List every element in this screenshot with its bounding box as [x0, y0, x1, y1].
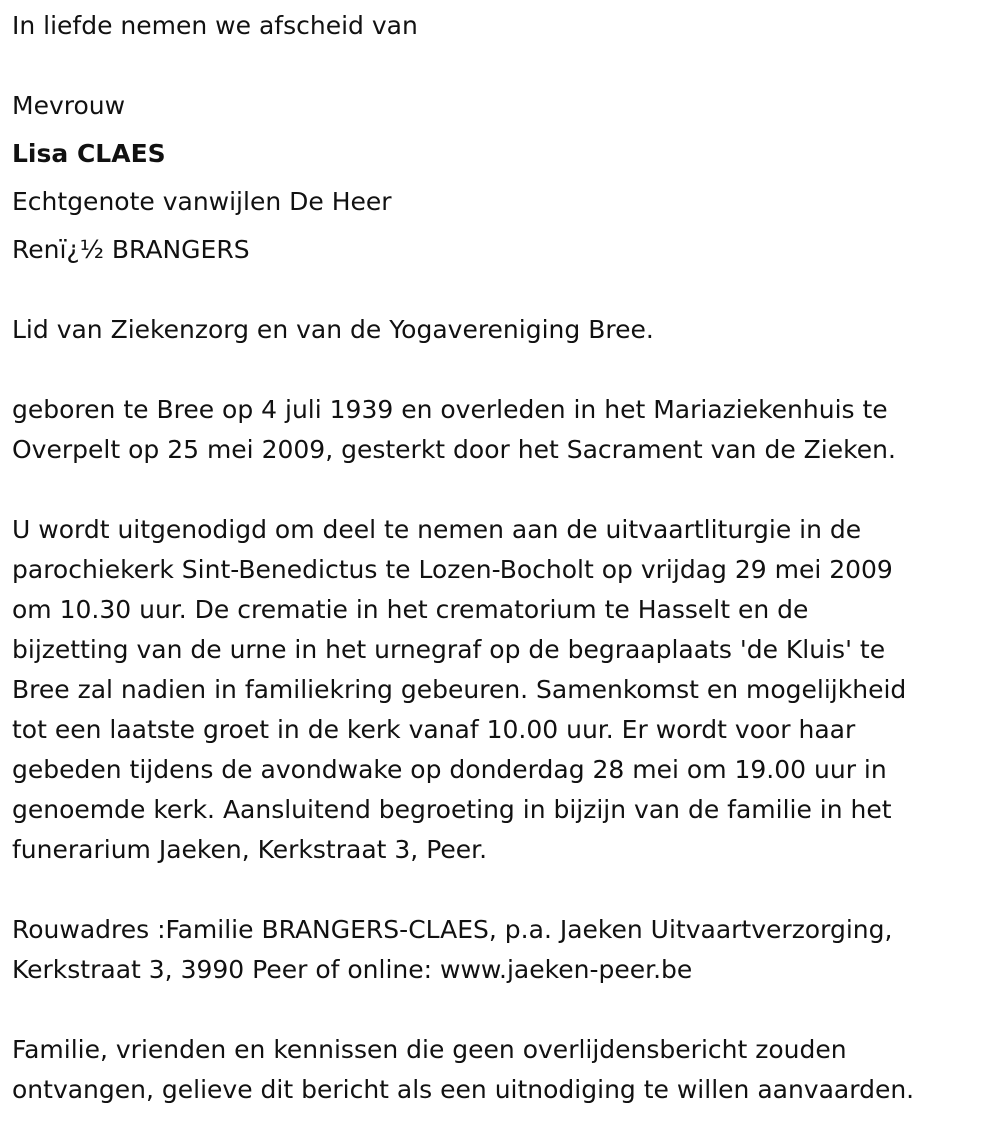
paragraph-line: tot een laatste groet in de kerk vanaf 10.00 uur. Er wordt voor haar	[12, 715, 856, 744]
deceased-name: Lisa CLAES	[12, 139, 166, 168]
paragraph-line: gebeden tijdens de avondwake op donderdag 28 mei om 19.00 uur in	[12, 755, 887, 784]
spouse-line-1: Echtgenote vanwijlen De Heer	[12, 187, 392, 216]
death-notice	[12, 6, 988, 1110]
paragraph-line: Bree zal nadien in familiekring gebeuren. Samenkomst en mogelijkheid	[12, 675, 907, 704]
birth-death-paragraph	[12, 390, 988, 470]
honorific: Mevrouw	[12, 91, 126, 120]
paragraph-line: ontvangen, gelieve dit bericht als een uitnodiging te willen aanvaarden.	[12, 1075, 915, 1104]
paragraph-line: parochiekerk Sint-Benedictus te Lozen-Bocholt op vrijdag 29 mei 2009	[12, 555, 893, 584]
intro-line: In liefde nemen we afscheid van	[12, 11, 418, 40]
paragraph-line: U wordt uitgenodigd om deel te nemen aan de uitvaartliturgie in de	[12, 515, 862, 544]
closing-paragraph	[12, 1030, 988, 1110]
paragraph-line: bijzetting van de urne in het urnegraf op de begraaplaats 'de Kluis' te	[12, 635, 886, 664]
paragraph-line: Kerkstraat 3, 3990 Peer of online: www.jaeken-peer.be	[12, 955, 693, 984]
paragraph-line: Familie, vrienden en kennissen die geen overlijdensbericht zouden	[12, 1035, 847, 1064]
paragraph-line: om 10.30 uur. De crematie in het crematorium te Hasselt en de	[12, 595, 809, 624]
paragraph-line: geboren te Bree op 4 juli 1939 en overleden in het Mariaziekenhuis te	[12, 395, 888, 424]
spouse-line-2: Renï¿½ BRANGERS	[12, 235, 250, 264]
paragraph-line: genoemde kerk. Aansluitend begroeting in bijzijn van de familie in het	[12, 795, 892, 824]
paragraph-line: funerarium Jaeken, Kerkstraat 3, Peer.	[12, 835, 488, 864]
membership-line: Lid van Ziekenzorg en van de Yogavereniging Bree.	[12, 315, 654, 344]
address-paragraph	[12, 910, 988, 990]
paragraph-line: Rouwadres :Familie BRANGERS-CLAES, p.a. Jaeken Uitvaartverzorging,	[12, 915, 893, 944]
paragraph-line: Overpelt op 25 mei 2009, gesterkt door het Sacrament van de Zieken.	[12, 435, 896, 464]
invitation-paragraph	[12, 510, 988, 870]
